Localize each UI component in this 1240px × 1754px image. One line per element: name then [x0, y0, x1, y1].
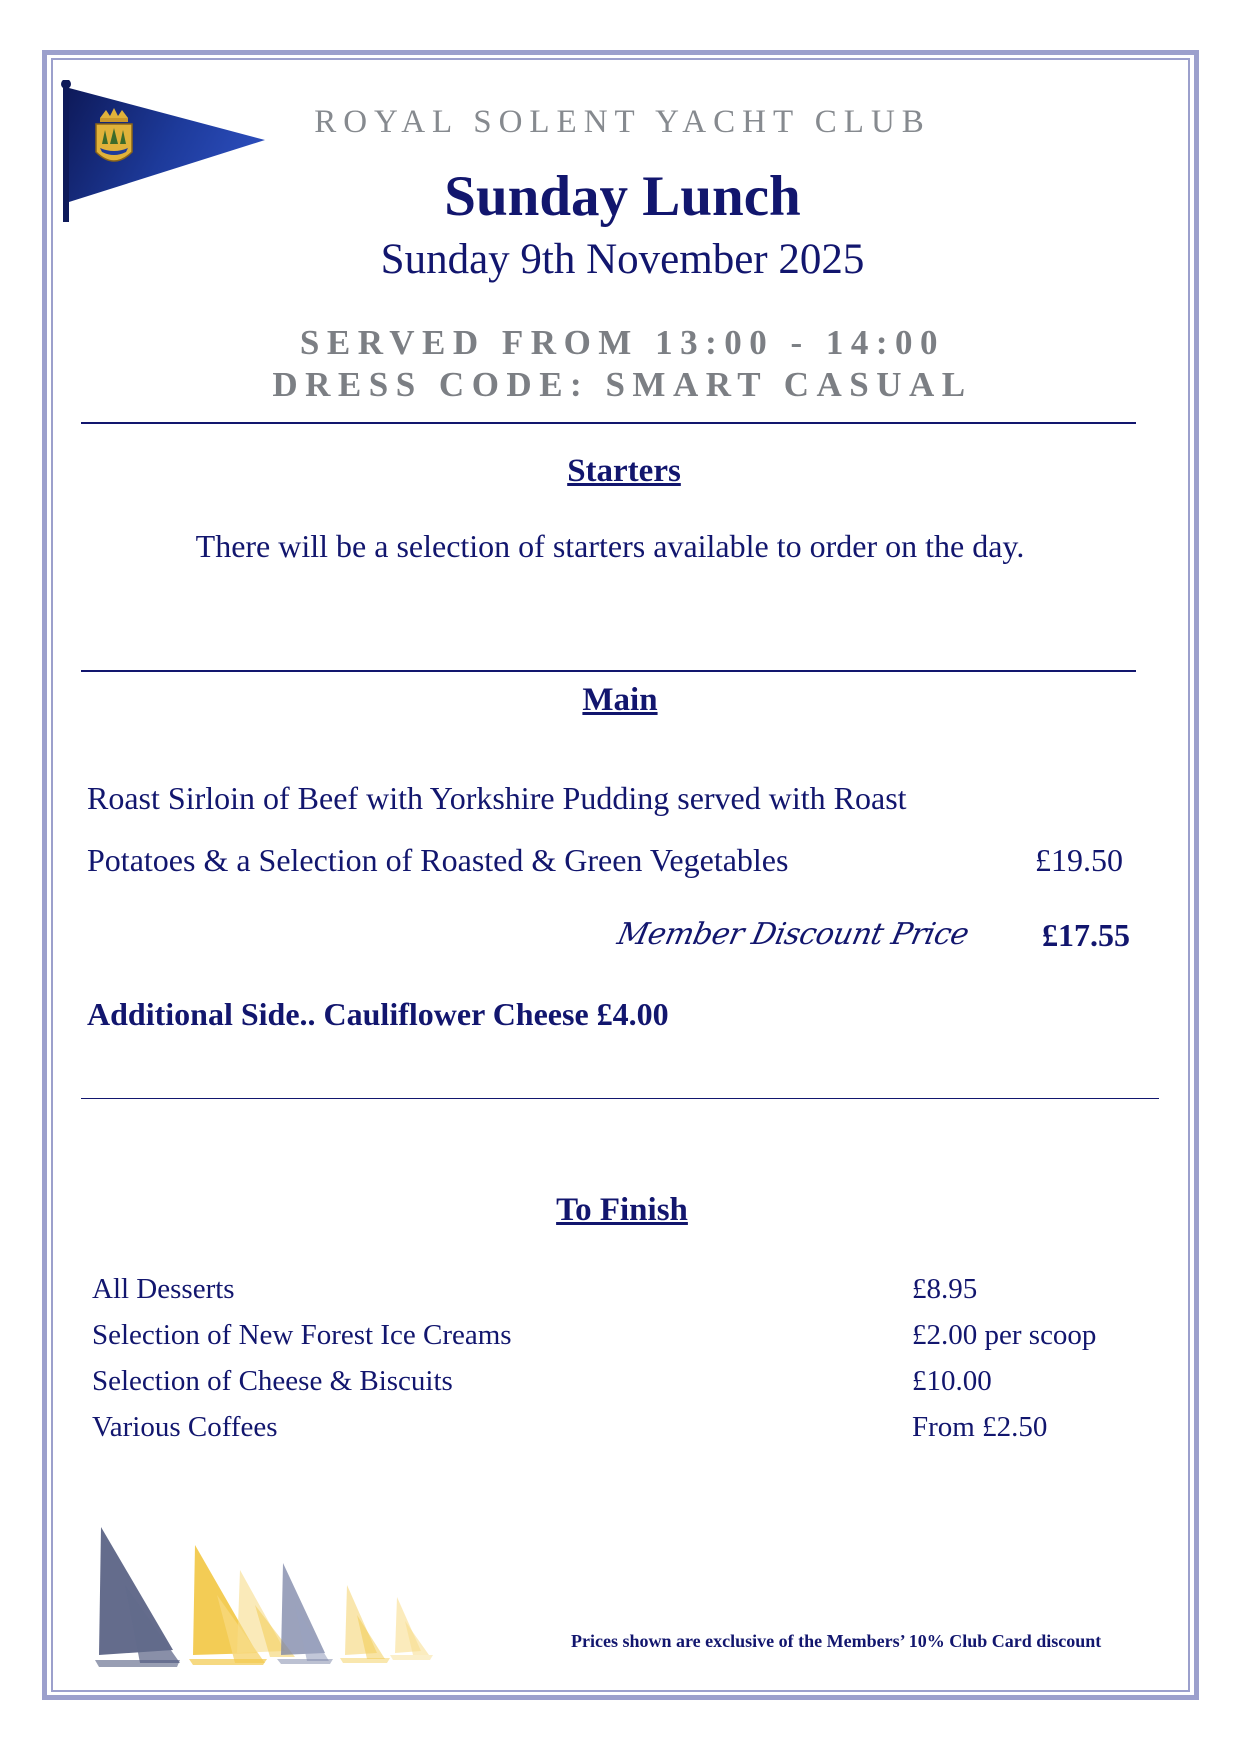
main-dish-line-2: Potatoes & a Selection of Roasted & Green Vegetables	[87, 842, 789, 878]
section-title-main: Main	[582, 682, 658, 718]
section-title-finish: To Finish	[556, 1192, 688, 1228]
divider-starters	[81, 670, 1136, 672]
finish-item-price: £8.95	[912, 1273, 978, 1305]
finish-item-name: Various Coffees	[92, 1411, 278, 1443]
discount-footnote: Prices shown are exclusive of the Members’ 10% Club Card discount	[571, 1631, 1102, 1651]
dress-code: DRESS CODE: SMART CASUAL	[272, 365, 973, 404]
member-discount-label: Member Discount Price	[614, 917, 972, 952]
main-dish-line-1: Roast Sirloin of Beef with Yorkshire Pudding served with Roast	[87, 780, 907, 816]
serving-times: SERVED FROM 13:00 - 14:00	[299, 323, 946, 362]
additional-side: Additional Side.. Cauliflower Cheese £4.00	[87, 996, 669, 1032]
starters-text: There will be a selection of starters available to order on the day.	[195, 528, 1025, 564]
finish-item-price: From £2.50	[912, 1411, 1048, 1443]
sailboats-illustration	[85, 1525, 455, 1670]
finish-item-name: Selection of New Forest Ice Creams	[92, 1319, 512, 1351]
event-date: Sunday 9th November 2025	[380, 236, 865, 283]
club-name: ROYAL SOLENT YACHT CLUB	[314, 104, 931, 140]
member-discount-price: £17.55	[1042, 917, 1130, 953]
divider-main	[81, 1098, 1159, 1099]
finish-item-name: All Desserts	[92, 1273, 235, 1305]
finish-item-price: £2.00 per scoop	[912, 1319, 1097, 1351]
section-title-starters: Starters	[567, 453, 681, 489]
finish-item-name: Selection of Cheese & Biscuits	[92, 1365, 453, 1397]
main-dish-price: £19.50	[1035, 842, 1123, 878]
divider-header	[81, 422, 1136, 424]
finish-item-price: £10.00	[912, 1365, 992, 1397]
page-title: Sunday Lunch	[444, 165, 801, 228]
